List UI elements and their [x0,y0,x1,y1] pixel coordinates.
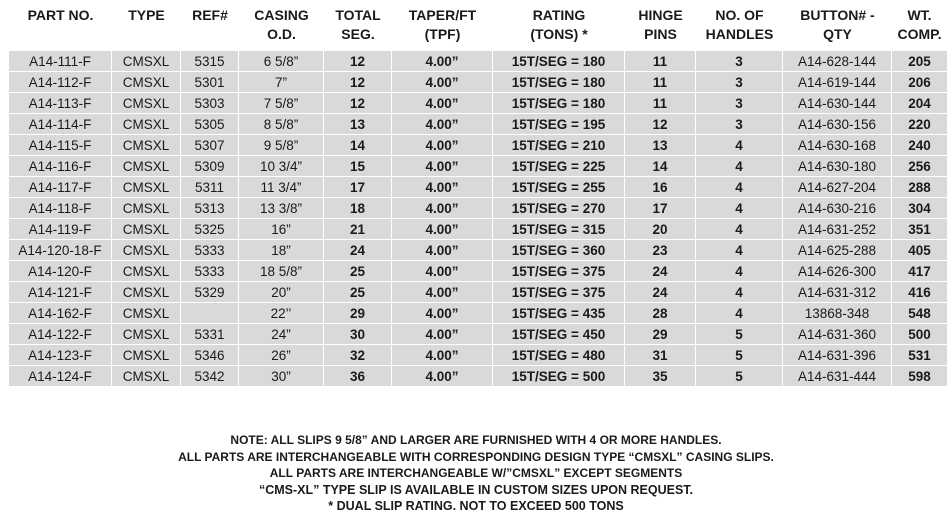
cell-weight: 240 [892,135,947,156]
cell-hinge-pins: 28 [625,303,696,324]
cell-button-qty: A14-630-216 [783,198,892,219]
cell-weight: 416 [892,282,947,303]
cell-part-no: A14-112-F [9,72,112,93]
cell-total-seg: 30 [324,324,392,345]
cell-taper: 4.00” [392,219,493,240]
note-line: * DUAL SLIP RATING. NOT TO EXCEED 500 TONS [328,499,624,513]
cell-part-no: A14-122-F [9,324,112,345]
header-button-qty: BUTTON# - QTY [800,7,875,42]
cell-taper: 4.00” [392,156,493,177]
cell-casing-od: 7” [239,72,324,93]
cell-part-no: A14-111-F [9,51,112,72]
cell-ref: 5309 [181,156,239,177]
cell-weight: 405 [892,240,947,261]
cell-weight: 288 [892,177,947,198]
cell-part-no: A14-162-F [9,303,112,324]
cell-total-seg: 25 [324,282,392,303]
cell-total-seg: 29 [324,303,392,324]
table-row [9,282,947,303]
table-row [9,345,947,366]
note-line: NOTE: ALL SLIPS 9 5/8” AND LARGER ARE FURNISHED WITH 4 OR MORE HANDLES. [230,433,722,447]
cell-type: CMSXL [112,177,181,198]
cell-part-no: A14-116-F [9,156,112,177]
table-row [9,114,947,135]
cell-button-qty: 13868-348 [783,303,892,324]
cell-type: CMSXL [112,156,181,177]
cell-handles: 4 [696,156,783,177]
cell-hinge-pins: 24 [625,261,696,282]
cell-ref: 5331 [181,324,239,345]
cell-rating: 15T/SEG = 375 [493,282,625,303]
cell-taper: 4.00” [392,345,493,366]
cell-taper: 4.00” [392,51,493,72]
cell-taper: 4.00” [392,135,493,156]
cell-casing-od: 8 5/8” [239,114,324,135]
cell-taper: 4.00” [392,282,493,303]
cell-taper: 4.00” [392,114,493,135]
cell-hinge-pins: 16 [625,177,696,198]
cell-type: CMSXL [112,135,181,156]
cell-casing-od: 16” [239,219,324,240]
cell-casing-od: 13 3/8” [239,198,324,219]
cell-weight: 500 [892,324,947,345]
table-row [9,135,947,156]
cell-handles: 4 [696,177,783,198]
header-row [9,4,947,51]
cell-type: CMSXL [112,93,181,114]
table-row [9,261,947,282]
table-row [9,93,947,114]
casing-slip-spec-table [9,4,947,387]
cell-hinge-pins: 13 [625,135,696,156]
cell-ref: 5333 [181,240,239,261]
cell-part-no: A14-120-18-F [9,240,112,261]
cell-button-qty: A14-631-312 [783,282,892,303]
cell-rating: 15T/SEG = 195 [493,114,625,135]
cell-casing-od: 30” [239,366,324,387]
table-body [9,51,947,387]
cell-type: CMSXL [112,240,181,261]
cell-taper: 4.00” [392,177,493,198]
table-row [9,156,947,177]
cell-taper: 4.00” [392,240,493,261]
table-row [9,177,947,198]
cell-ref: 5301 [181,72,239,93]
cell-total-seg: 24 [324,240,392,261]
cell-part-no: A14-115-F [9,135,112,156]
notes-block [0,432,952,515]
cell-taper: 4.00” [392,198,493,219]
cell-rating: 15T/SEG = 180 [493,72,625,93]
cell-part-no: A14-120-F [9,261,112,282]
cell-weight: 598 [892,366,947,387]
cell-casing-od: 11 3/4” [239,177,324,198]
cell-taper: 4.00” [392,261,493,282]
cell-rating: 15T/SEG = 270 [493,198,625,219]
cell-total-seg: 17 [324,177,392,198]
cell-handles: 4 [696,282,783,303]
note-line: ALL PARTS ARE INTERCHANGEABLE W/”CMSXL” EXCEPT SEGMENTS [269,466,683,480]
cell-button-qty: A14-630-156 [783,114,892,135]
cell-part-no: A14-114-F [9,114,112,135]
cell-weight: 351 [892,219,947,240]
cell-total-seg: 25 [324,261,392,282]
cell-rating: 15T/SEG = 450 [493,324,625,345]
header-handles: NO. OF HANDLES [705,7,774,42]
cell-handles: 3 [696,51,783,72]
cell-ref: 5313 [181,198,239,219]
cell-ref: 5342 [181,366,239,387]
header-rating: RATING (TONS) * [530,7,588,42]
cell-casing-od: 24” [239,324,324,345]
cell-rating: 15T/SEG = 180 [493,93,625,114]
cell-total-seg: 13 [324,114,392,135]
cell-part-no: A14-113-F [9,93,112,114]
cell-weight: 417 [892,261,947,282]
cell-hinge-pins: 11 [625,51,696,72]
note-line: “CMS-XL” TYPE SLIP IS AVAILABLE IN CUSTOM SIZES UPON REQUEST. [258,482,694,497]
cell-hinge-pins: 20 [625,219,696,240]
cell-ref: 5311 [181,177,239,198]
cell-taper: 4.00” [392,324,493,345]
cell-ref [181,303,239,324]
cell-casing-od: 6 5/8” [239,51,324,72]
cell-casing-od: 26” [239,345,324,366]
cell-total-seg: 12 [324,93,392,114]
cell-ref: 5303 [181,93,239,114]
cell-handles: 5 [696,345,783,366]
cell-type: CMSXL [112,345,181,366]
cell-taper: 4.00” [392,303,493,324]
cell-type: CMSXL [112,366,181,387]
cell-type: CMSXL [112,303,181,324]
cell-type: CMSXL [112,219,181,240]
cell-casing-od: 7 5/8” [239,93,324,114]
cell-rating: 15T/SEG = 480 [493,345,625,366]
cell-button-qty: A14-631-360 [783,324,892,345]
cell-hinge-pins: 11 [625,93,696,114]
cell-handles: 5 [696,324,783,345]
cell-button-qty: A14-631-252 [783,219,892,240]
cell-taper: 4.00” [392,366,493,387]
cell-handles: 5 [696,366,783,387]
cell-weight: 205 [892,51,947,72]
cell-type: CMSXL [112,324,181,345]
cell-part-no: A14-124-F [9,366,112,387]
cell-handles: 4 [696,135,783,156]
cell-handles: 4 [696,219,783,240]
cell-total-seg: 21 [324,219,392,240]
cell-ref: 5329 [181,282,239,303]
cell-weight: 304 [892,198,947,219]
cell-hinge-pins: 24 [625,282,696,303]
cell-hinge-pins: 12 [625,114,696,135]
cell-weight: 206 [892,72,947,93]
note-line: ALL PARTS ARE INTERCHANGEABLE WITH CORRESPONDING DESIGN TYPE “CMSXL” CASING SLIPS. [178,449,774,464]
cell-casing-od: 18 5/8” [239,261,324,282]
cell-type: CMSXL [112,282,181,303]
cell-handles: 3 [696,114,783,135]
cell-part-no: A14-121-F [9,282,112,303]
cell-total-seg: 36 [324,366,392,387]
table-row [9,219,947,240]
header-ref: REF# [192,7,228,23]
cell-ref: 5333 [181,261,239,282]
cell-weight: 256 [892,156,947,177]
cell-handles: 4 [696,198,783,219]
cell-handles: 4 [696,240,783,261]
cell-ref: 5315 [181,51,239,72]
table-row [9,72,947,93]
header-type: TYPE [128,7,165,23]
cell-part-no: A14-117-F [9,177,112,198]
cell-type: CMSXL [112,72,181,93]
cell-button-qty: A14-619-144 [783,72,892,93]
table-row [9,366,947,387]
cell-button-qty: A14-626-300 [783,261,892,282]
cell-casing-od: 22’’ [239,303,324,324]
cell-total-seg: 14 [324,135,392,156]
cell-taper: 4.00” [392,93,493,114]
cell-total-seg: 15 [324,156,392,177]
cell-rating: 15T/SEG = 435 [493,303,625,324]
cell-type: CMSXL [112,114,181,135]
cell-weight: 204 [892,93,947,114]
cell-ref: 5305 [181,114,239,135]
table-row [9,198,947,219]
table-row [9,240,947,261]
cell-hinge-pins: 11 [625,72,696,93]
cell-type: CMSXL [112,51,181,72]
cell-taper: 4.00” [392,72,493,93]
cell-hinge-pins: 31 [625,345,696,366]
cell-hinge-pins: 14 [625,156,696,177]
cell-ref: 5307 [181,135,239,156]
cell-hinge-pins: 29 [625,324,696,345]
header-part-no: PART NO. [27,7,94,23]
cell-button-qty: A14-631-444 [783,366,892,387]
cell-hinge-pins: 17 [625,198,696,219]
cell-casing-od: 18” [239,240,324,261]
table-row [9,324,947,345]
cell-handles: 3 [696,72,783,93]
header-taper: TAPER/FT (TPF) [408,7,477,42]
cell-rating: 15T/SEG = 255 [493,177,625,198]
cell-weight: 548 [892,303,947,324]
header-weight: WT. COMP. [897,7,942,42]
cell-button-qty: A14-630-180 [783,156,892,177]
cell-rating: 15T/SEG = 375 [493,261,625,282]
cell-casing-od: 9 5/8” [239,135,324,156]
cell-hinge-pins: 23 [625,240,696,261]
cell-rating: 15T/SEG = 360 [493,240,625,261]
cell-weight: 220 [892,114,947,135]
cell-part-no: A14-118-F [9,198,112,219]
cell-ref: 5325 [181,219,239,240]
cell-handles: 3 [696,93,783,114]
cell-rating: 15T/SEG = 180 [493,51,625,72]
header-total-seg: TOTAL SEG. [335,7,381,42]
cell-rating: 15T/SEG = 225 [493,156,625,177]
cell-rating: 15T/SEG = 500 [493,366,625,387]
cell-total-seg: 12 [324,72,392,93]
header-hinge-pins: HINGE PINS [638,7,683,42]
cell-total-seg: 32 [324,345,392,366]
cell-weight: 531 [892,345,947,366]
cell-button-qty: A14-631-396 [783,345,892,366]
cell-rating: 15T/SEG = 315 [493,219,625,240]
cell-rating: 15T/SEG = 210 [493,135,625,156]
cell-total-seg: 12 [324,51,392,72]
cell-part-no: A14-123-F [9,345,112,366]
cell-button-qty: A14-628-144 [783,51,892,72]
cell-button-qty: A14-625-288 [783,240,892,261]
cell-hinge-pins: 35 [625,366,696,387]
cell-button-qty: A14-630-144 [783,93,892,114]
cell-part-no: A14-119-F [9,219,112,240]
table-row [9,303,947,324]
cell-ref: 5346 [181,345,239,366]
cell-total-seg: 18 [324,198,392,219]
cell-button-qty: A14-630-168 [783,135,892,156]
cell-type: CMSXL [112,261,181,282]
cell-button-qty: A14-627-204 [783,177,892,198]
table-row [9,51,947,72]
cell-casing-od: 20” [239,282,324,303]
cell-handles: 4 [696,261,783,282]
cell-handles: 4 [696,303,783,324]
header-casing-od: CASING O.D. [254,7,309,42]
cell-casing-od: 10 3/4” [239,156,324,177]
cell-type: CMSXL [112,198,181,219]
